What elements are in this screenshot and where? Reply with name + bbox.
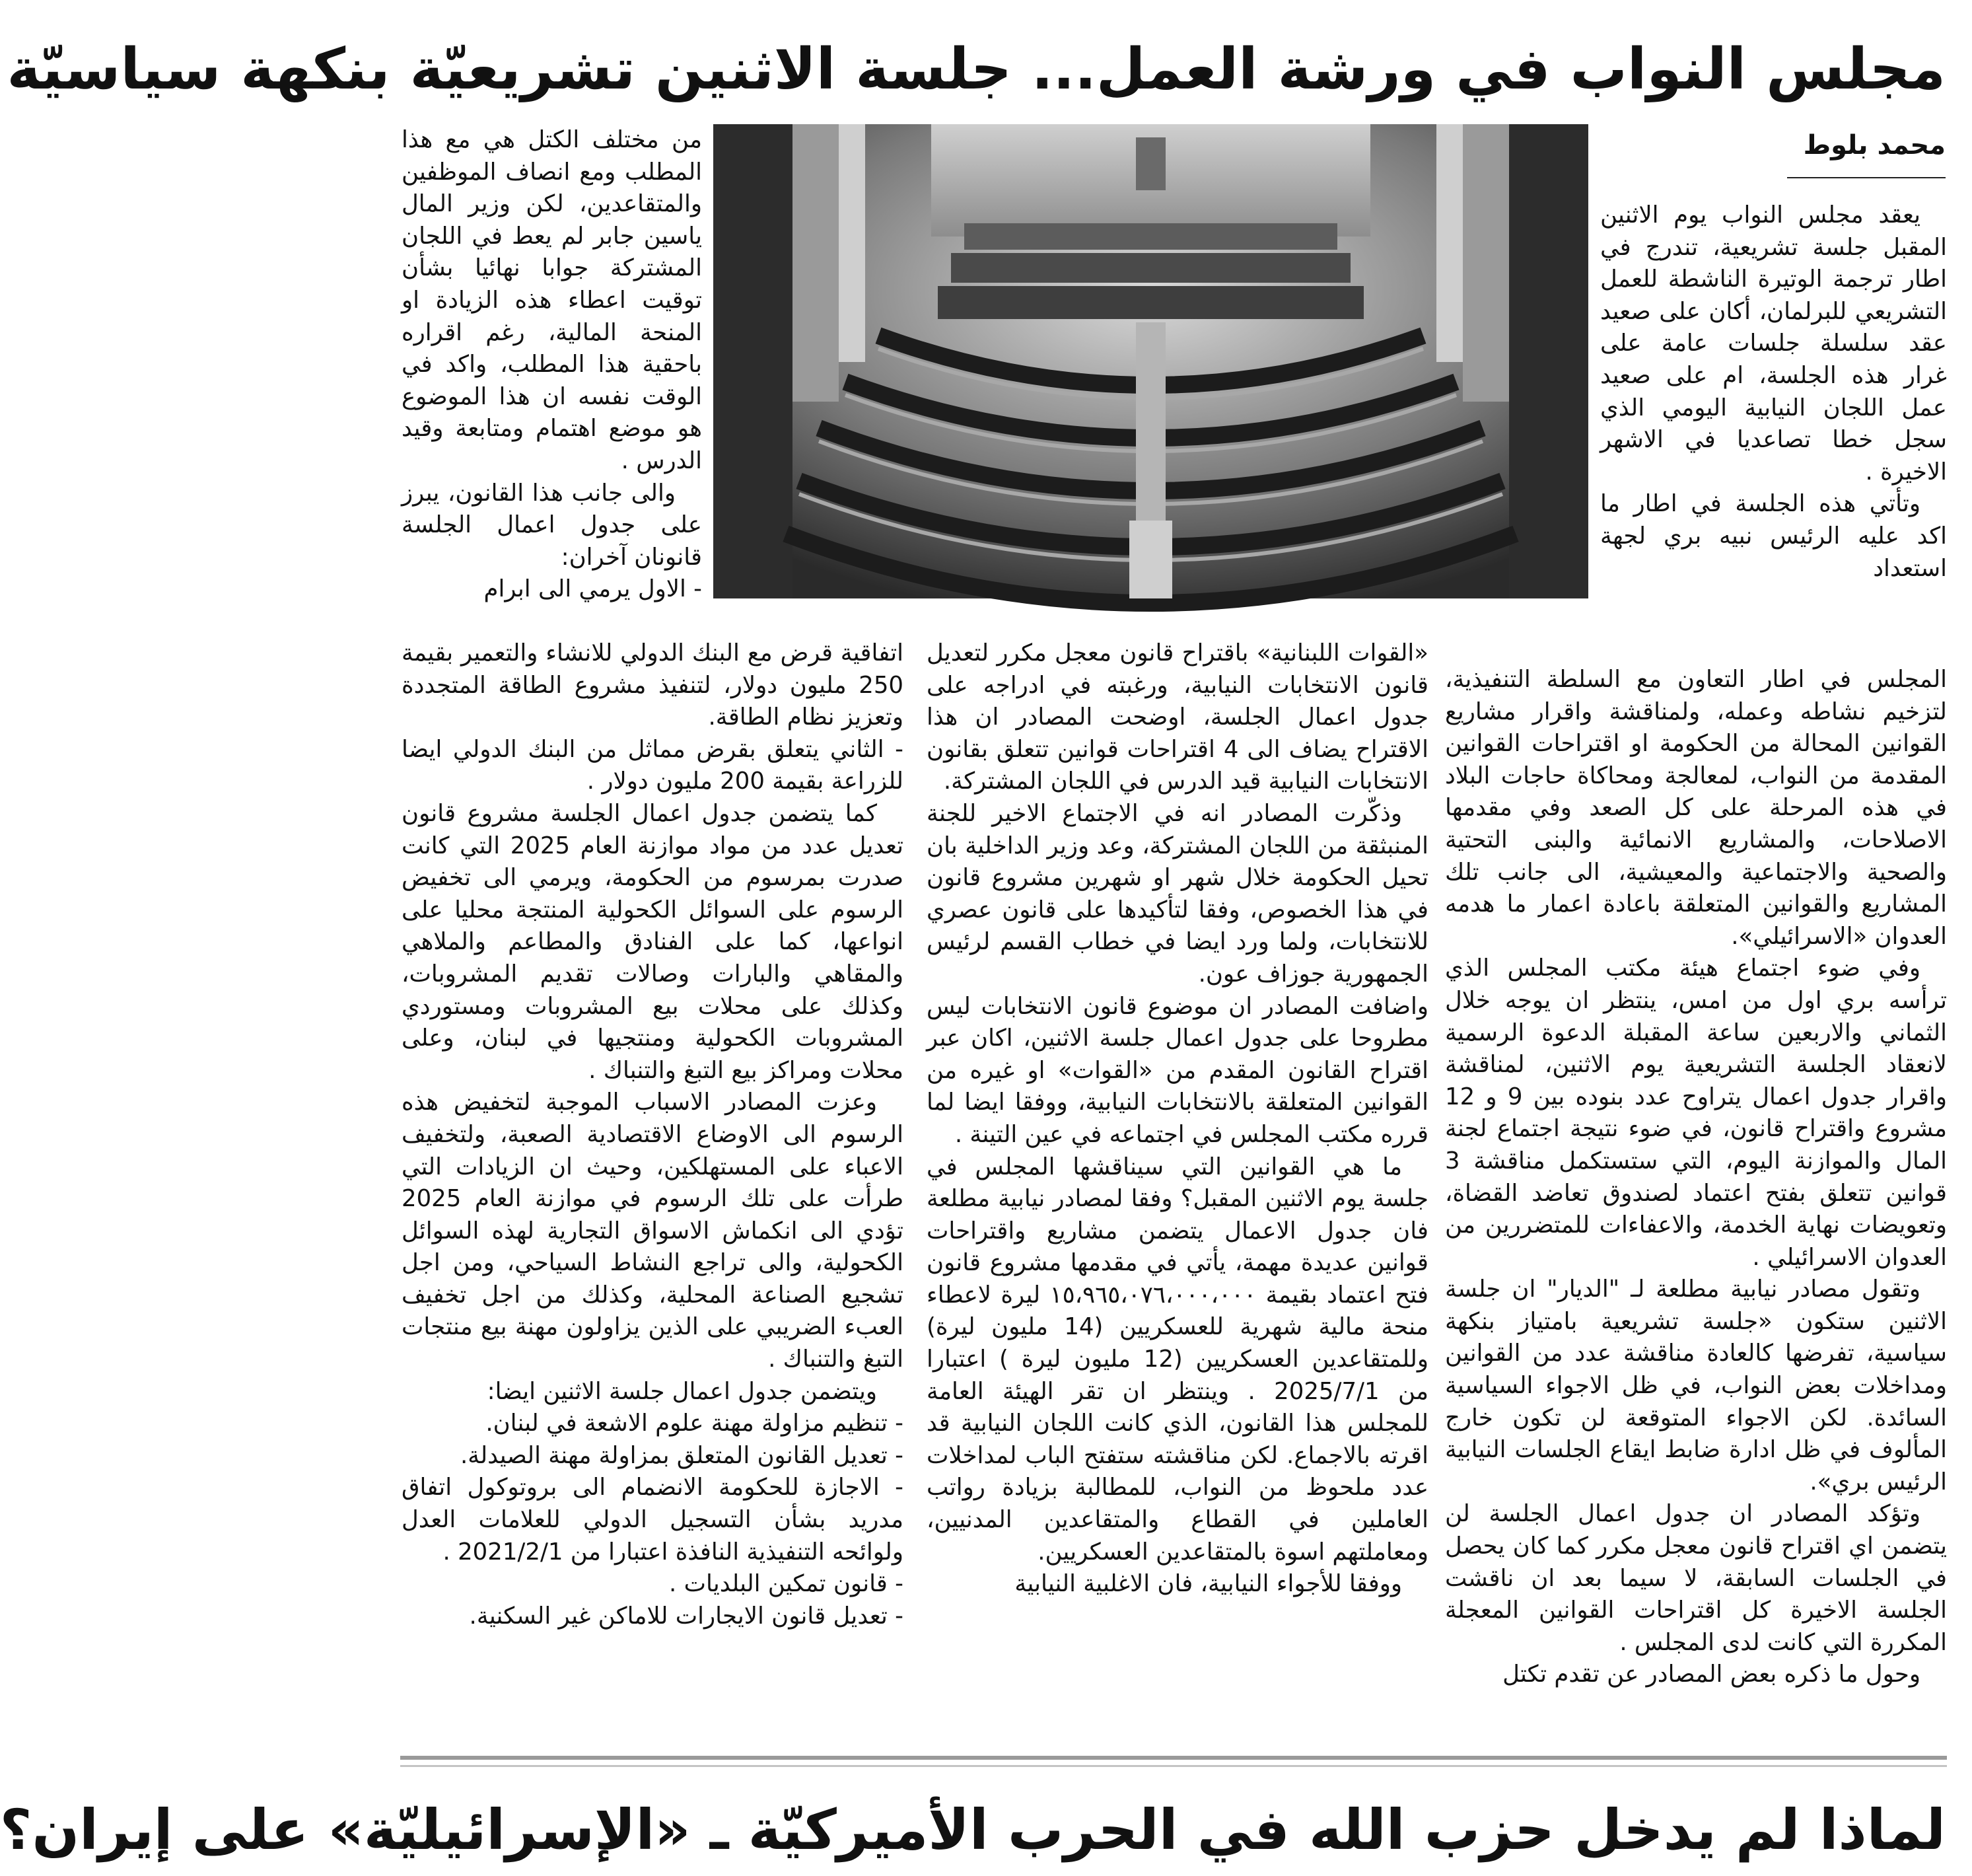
paragraph: واضافت المصادر ان موضوع قانون الانتخابات ليس مطروحا على جدول اعمال جلسة الاثنين، اكان عبر اقتراح القانون المقدم من «القوات» او غيره من القوانين المتعلقة بالانتخابات النيابية، ووفقا ايضا لما قرره مكتب المجلس في اجتماعه في عين التينة . [927,992,1428,1148]
list-item: - تعديل القانون المتعلق بمزاولة مهنة الصيدلة. [460,1441,903,1469]
article-column-right [1445,664,1947,1691]
paragraph: وفي ضوء اجتماع هيئة مكتب المجلس الذي ترأسه بري اول من امس، ينتظر ان يوجه خلال الثماني والاربعين ساعة المقبلة الدعوة الرسمية لانعقاد الجلسة التشريعية يوم الاثنين، لمناقشة واقرار جدول اعمال يتراوح عدد بنوده بين 9 و 12 مشروع واقتراح قانون، في ضوء نتيجة اجتماع لجنة المال والموازنة اليوم، التي ستستكمل مناقشة 3 قوانين تتعلق بفتح اعتماد لصندوق تعاضد القضاة، وتعويضات نهاية الخدمة، والاعفاءات للمتضررين من العدوان الاسرائيلي . [1445,955,1948,1271]
paragraph: وتؤكد المصادر ان جدول اعمال الجلسة لن يتضمن اي اقتراح قانون معجل مكرر كما كان يحصل في الجلسات السابقة، لا سيما بعد ان ناقشت الجلسة الاخيرة كل اقتراحات القوانين المعجلة المكررة التي كانت لدى المجلس . [1445,1500,1947,1656]
paragraph: وتأتي هذه الجلسة في اطار ما اكد عليه الرئيس نبيه بري لجهة استعداد [1600,490,1947,582]
paragraph: ويتضمن جدول اعمال جلسة الاثنين ايضا: [487,1377,877,1405]
next-article-headline: لماذا لم يدخل حزب الله في الحرب الأميركيّة ـ «الإسرائيليّة» على إيران؟ [0,1797,1946,1862]
article-column-middle [927,637,1428,1601]
list-item: - قانون تمكين البلديات . [669,1570,903,1598]
paragraph: والى جانب هذا القانون، يبرز على جدول اعمال الجلسة قانونان آخران: [402,479,702,571]
paragraph: من مختلف الكتل هي مع هذا المطلب ومع انصاف الموظفين والمتقاعدين، لكن وزير المال ياسين جابر لم يعط في اللجان المشتركة جوابا نهائيا بشأن توقيت اعطاء هذه الزيادة او المنحة المالية، رغم اقراره باحقية هذا المطلب، واكد في الوقت نفسه ان هذا الموضوع هو موضع اهتمام ومتابعة وقيد الدرس . [402,126,702,474]
paragraph: كما يتضمن جدول اعمال الجلسة مشروع قانون تعديل عدد من مواد موازنة العام 2025 التي كانت صدرت بمرسوم من الحكومة، ويرمي الى تخفيض الرسوم على السوائل الكحولية المنتجة محليا على انواعها، كما على الفنادق والمطاعم والملاهي والمقاهي والبارات وصالات تقديم المشروبات، وكذلك على محلات بيع المشروبات ومستوردي المشروبات الكحولية ومنتجيها في لبنان، وعلى محلات ومراكز بيع التبغ والتنباك . [402,799,903,1084]
main-headline: مجلس النواب في ورشة العمل... جلسة الاثنين تشريعيّة بنكهة سياسيّة [7,36,1946,102]
paragraph: ما هي القوانين التي سيناقشها المجلس في جلسة يوم الاثنين المقبل؟ وفقا لمصادر نيابية مطلعة فان جدول الاعمال يتضمن مشاريع واقتراحات قوانين عديدة مهمة، يأتي في مقدمها مشروع قانون فتح اعتماد بقيمة ١٥،٩٦٥،٠٧٦،٠٠٠،٠٠٠ ليرة لاعطاء منحة مالية شهرية للعسكريين (14 مليون ليرة) وللمتقاعدين العسكريين (12 مليون ليرة ) اعتبارا من 2025/7/1 . وينتظر ان تقر الهيئة العامة للمجلس هذا القانون، الذي كانت اللجان النيابية قد اقرته بالاجماع. لكن مناقشته ستفتح الباب لمداخلات عدد ملحوظ من النواب، للمطالبة بزيادة رواتب العاملين في القطاع والمتقاعدين المدنيين، ومعاملتهم اسوة بالمتقاعدين العسكريين. [927,1153,1429,1566]
paragraph: يعقد مجلس النواب يوم الاثنين المقبل جلسة تشريعية، تندرج في اطار ترجمة الوتيرة الناشطة للعمل التشريعي للبرلمان، أكان على صعيد عقد سلسلة جلسات عامة على غرار هذه الجلسة، ام على صعيد عمل اللجان النيابية اليومي الذي سجل خطا تصاعديا في الاشهر الاخيرة . [1600,201,1947,486]
article-column-right-top [1600,199,1947,585]
paragraph: - الاول يرمي الى ابرام [483,575,702,603]
paragraph: المجلس في اطار التعاون مع السلطة التنفيذية، لتزخيم نشاطه وعمله، ولمناقشة واقرار مشاريع القوانين المحالة من الحكومة او اقتراحات القوانين المقدمة من النواب، لمعالجة ومحاكاة حاجات البلاد في هذه المرحلة على كل الصعد وفي مقدمها الاصلاحات، والمشاريع الانمائية والبنى التحتية والصحية والاجتماعية والمعيشية، الى جانب تلك المشاريع والقوانين المتعلقة باعادة اعمار ما هدمه العدوان «الاسرائيلي». [1445,666,1947,950]
paragraph: اتفاقية قرض مع البنك الدولي للانشاء والتعمير بقيمة 250 مليون دولار، لتنفيذ مشروع الطاقة المتجددة وتعزيز نظام الطاقة. [402,639,903,731]
paragraph: ووفقا للأجواء النيابية، فان الاغلبية النيابية [1014,1570,1402,1598]
byline-divider [1787,177,1946,178]
list-item: - تعديل قانون الايجارات للاماكن غير السكنية. [469,1602,903,1630]
parliament-chamber-photo [713,124,1588,598]
paragraph: وحول ما ذكره بعض المصادر عن تقدم تكتل [1502,1661,1920,1688]
paragraph: وعزت المصادر الاسباب الموجبة لتخفيض هذه الرسوم الى الاوضاع الاقتصادية الصعبة، ولتخفيف الاعباء على المستهلكين، وحيث ان الزيادات التي طرأت على تلك الرسوم في موازنة العام 2025 تؤدي الى انكماش الاسواق التجارية لهذه السوائل الكحولية، والى تراجع النشاط السياحي، ومن اجل تشجيع الصناعة المحلية، وكذلك من اجل تخفيف العبء الضريبي على الذين يزاولون مهنة بيع منتجات التبغ والتنباك . [402,1089,903,1373]
list-item: - الاجازة للحكومة الانضمام الى بروتوكول اتفاق مدريد بشأن التسجيل الدولي للعلامات العدل ولوائحه التنفيذية النافذة اعتبارا من 2021/2/1 . [402,1474,903,1566]
parliament-chamber-image [713,124,1588,598]
paragraph: - الثاني يتعلق بقرض مماثل من البنك الدولي ايضا للزراعة بقيمة 200 مليون دولار . [402,735,903,795]
section-divider-thin [400,1765,1947,1767]
article-column-left-top [402,124,702,606]
paragraph: «القوات اللبنانية» باقتراح قانون معجل مكرر لتعديل قانون الانتخابات النيابية، ورغبته في ادراجه على جدول اعمال الجلسة، اوضحت المصادر ان هذا الاقتراح يضاف الى 4 اقتراحات قوانين تتعلق بقانون الانتخابات النيابية قيد الدرس في اللجان المشتركة. [927,639,1428,795]
list-item: - تنظيم مزاولة مهنة علوم الاشعة في لبنان. [485,1410,903,1437]
author-byline: محمد بلوط [1803,130,1946,161]
article-column-left [402,637,903,1632]
section-divider [400,1756,1947,1760]
paragraph: وتقول مصادر نيابية مطلعة لـ "الديار" ان جلسة الاثنين ستكون «جلسة تشريعية بامتياز بنكهة سياسية، تفرضها كالعادة مناقشة عدد من القوانين ومداخلات بعض النواب، في ظل الاجواء السياسية السائدة. لكن الاجواء المتوقعة لن تكون خارج المألوف في ظل ادارة ضابط ايقاع الجلسات النيابية الرئيس بري». [1445,1276,1947,1496]
paragraph: وذكّرت المصادر انه في الاجتماع الاخير للجنة المنبثقة من اللجان المشتركة، وعد وزير الداخلية بان تحيل الحكومة خلال شهر او شهرين مشروع قانون في هذا الخصوص، وفقا لتأكيدها على قانون عصري للانتخابات، ولما ورد ايضا في خطاب القسم لرئيس الجمهورية جوزاف عون. [927,799,1428,988]
